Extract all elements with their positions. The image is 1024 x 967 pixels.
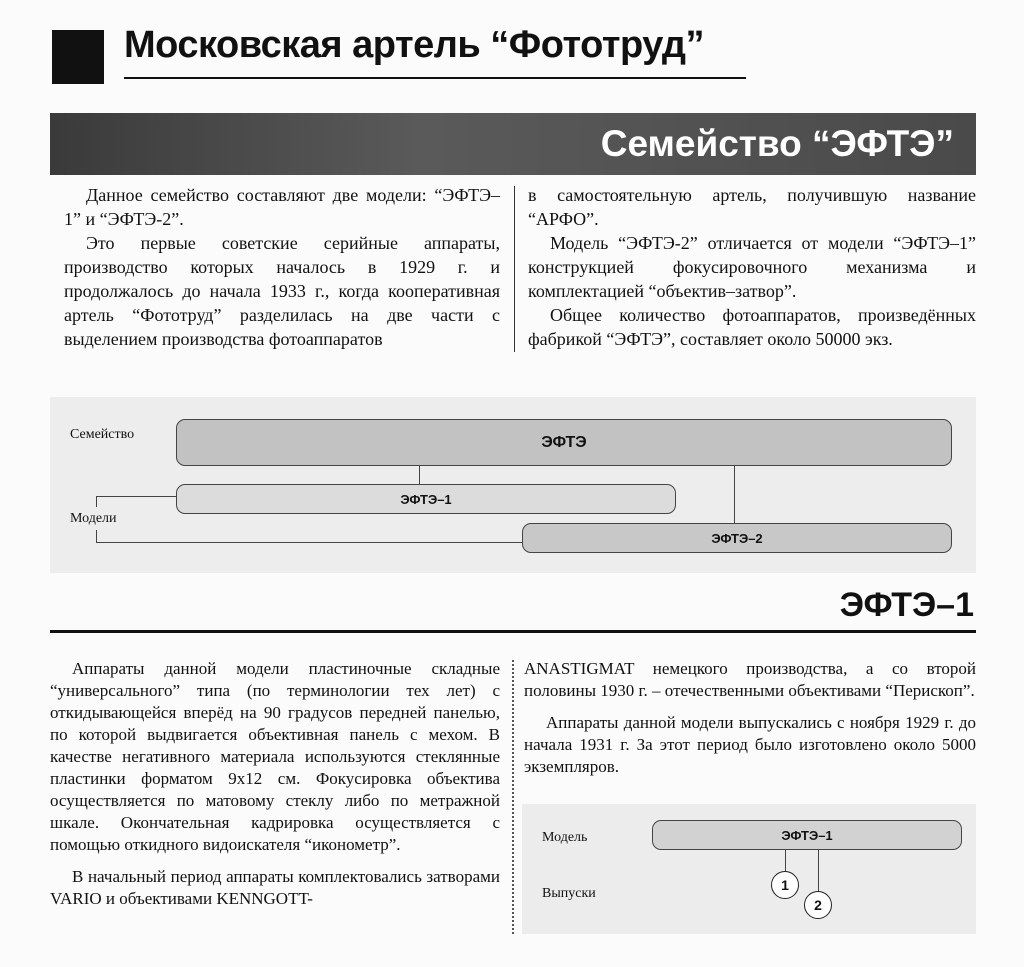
title-underline (124, 77, 746, 79)
intro-paragraph: Данное семейство составляют две модели: “ЭФТЭ–1” и “ЭФТЭ-2”. (64, 185, 500, 229)
family-label: Семейство (70, 427, 135, 442)
connector-line (419, 465, 420, 484)
intro-paragraph: Общее количество фотоаппаратов, произведённых фабрикой “ЭФТЭ”, составляет около 50000 экз. (528, 305, 976, 349)
bracket-bottom-line (96, 542, 522, 543)
bracket-top-tick (96, 496, 97, 507)
section-banner (50, 113, 976, 175)
model-bar-1 (176, 484, 676, 514)
body-paragraph: Аппараты данной модели пластиночные складные “универсального” типа (по терминологии тех лет) с откидывающейся вперёд на 90 градусов передней панелью, по которой выдвигается объективная панель с мехом. В качестве негативного материала используются стеклянные пластинки форматом 9х12 см. Фокусировка объектива осуществляется по матовому стеклу либо по метражной шкале. Окончательная кадрировка осуществляется с помощью откидного видоискателя “иконометр”. (50, 659, 500, 854)
bracket-bottom-tick (96, 530, 97, 542)
body-paragraph: Аппараты данной модели выпускались с ноября 1929 г. до начала 1931 г. За этот период было изготовлено около 5000 экземпляров. (524, 713, 976, 776)
release-diagram (522, 804, 976, 934)
model-bar-2 (522, 523, 952, 553)
releases-label: Выпуски (542, 886, 596, 901)
body-column-right (524, 658, 976, 788)
intro-paragraph: Модель “ЭФТЭ-2” отличается от модели “ЭФТЭ–1” конструкцией фокусировочного механизма и комплектацией “объектив–затвор”. (528, 233, 976, 301)
family-bar-label: ЭФТЭ (541, 433, 587, 451)
section-title: ЭФТЭ–1 (839, 586, 974, 624)
column-divider-dotted (512, 660, 514, 934)
release-marker-2 (804, 891, 832, 919)
model-bar (652, 820, 962, 850)
intro-column-left (64, 183, 500, 351)
model-bar-label: ЭФТЭ–1 (781, 827, 833, 843)
intro-paragraph: Это первые советские серийные аппараты, производство которых началось в 1929 г. и продолжалось до начала 1933 г., когда кооперативная артель “Фототруд” разделилась на две части с выделением производства фотоаппаратов (64, 233, 500, 349)
section-rule (50, 630, 976, 633)
release-connector (818, 850, 819, 892)
bracket-top-line (96, 496, 176, 497)
banner-title: Семейство “ЭФТЭ” (600, 123, 954, 164)
body-paragraph: ANASTIGMAT немецкого производства, а со второй половины 1930 г. – отечественными объективами “Перископ”. (524, 659, 976, 700)
model-label: Модель (542, 830, 588, 845)
release-number: 1 (781, 877, 789, 893)
family-bar (176, 419, 952, 466)
intro-paragraph: в самостоятельную артель, получившую название “АРФО”. (528, 185, 976, 229)
page-title: Московская артель “Фототруд” (124, 24, 705, 66)
column-divider (514, 186, 515, 352)
body-column-left (50, 658, 500, 920)
release-connector (785, 850, 786, 872)
models-label: Модели (70, 511, 117, 526)
release-marker-1 (771, 871, 799, 899)
connector-line (734, 465, 735, 523)
body-paragraph: В начальный период аппараты комплектовались затворами VARIO и объективами KENNGOTT- (50, 867, 500, 908)
family-diagram (50, 397, 976, 573)
model-bar-label: ЭФТЭ–1 (400, 491, 452, 507)
intro-column-right (528, 183, 976, 351)
section-marker-block (52, 30, 104, 84)
release-number: 2 (814, 897, 822, 913)
model-bar-label: ЭФТЭ–2 (711, 530, 763, 546)
